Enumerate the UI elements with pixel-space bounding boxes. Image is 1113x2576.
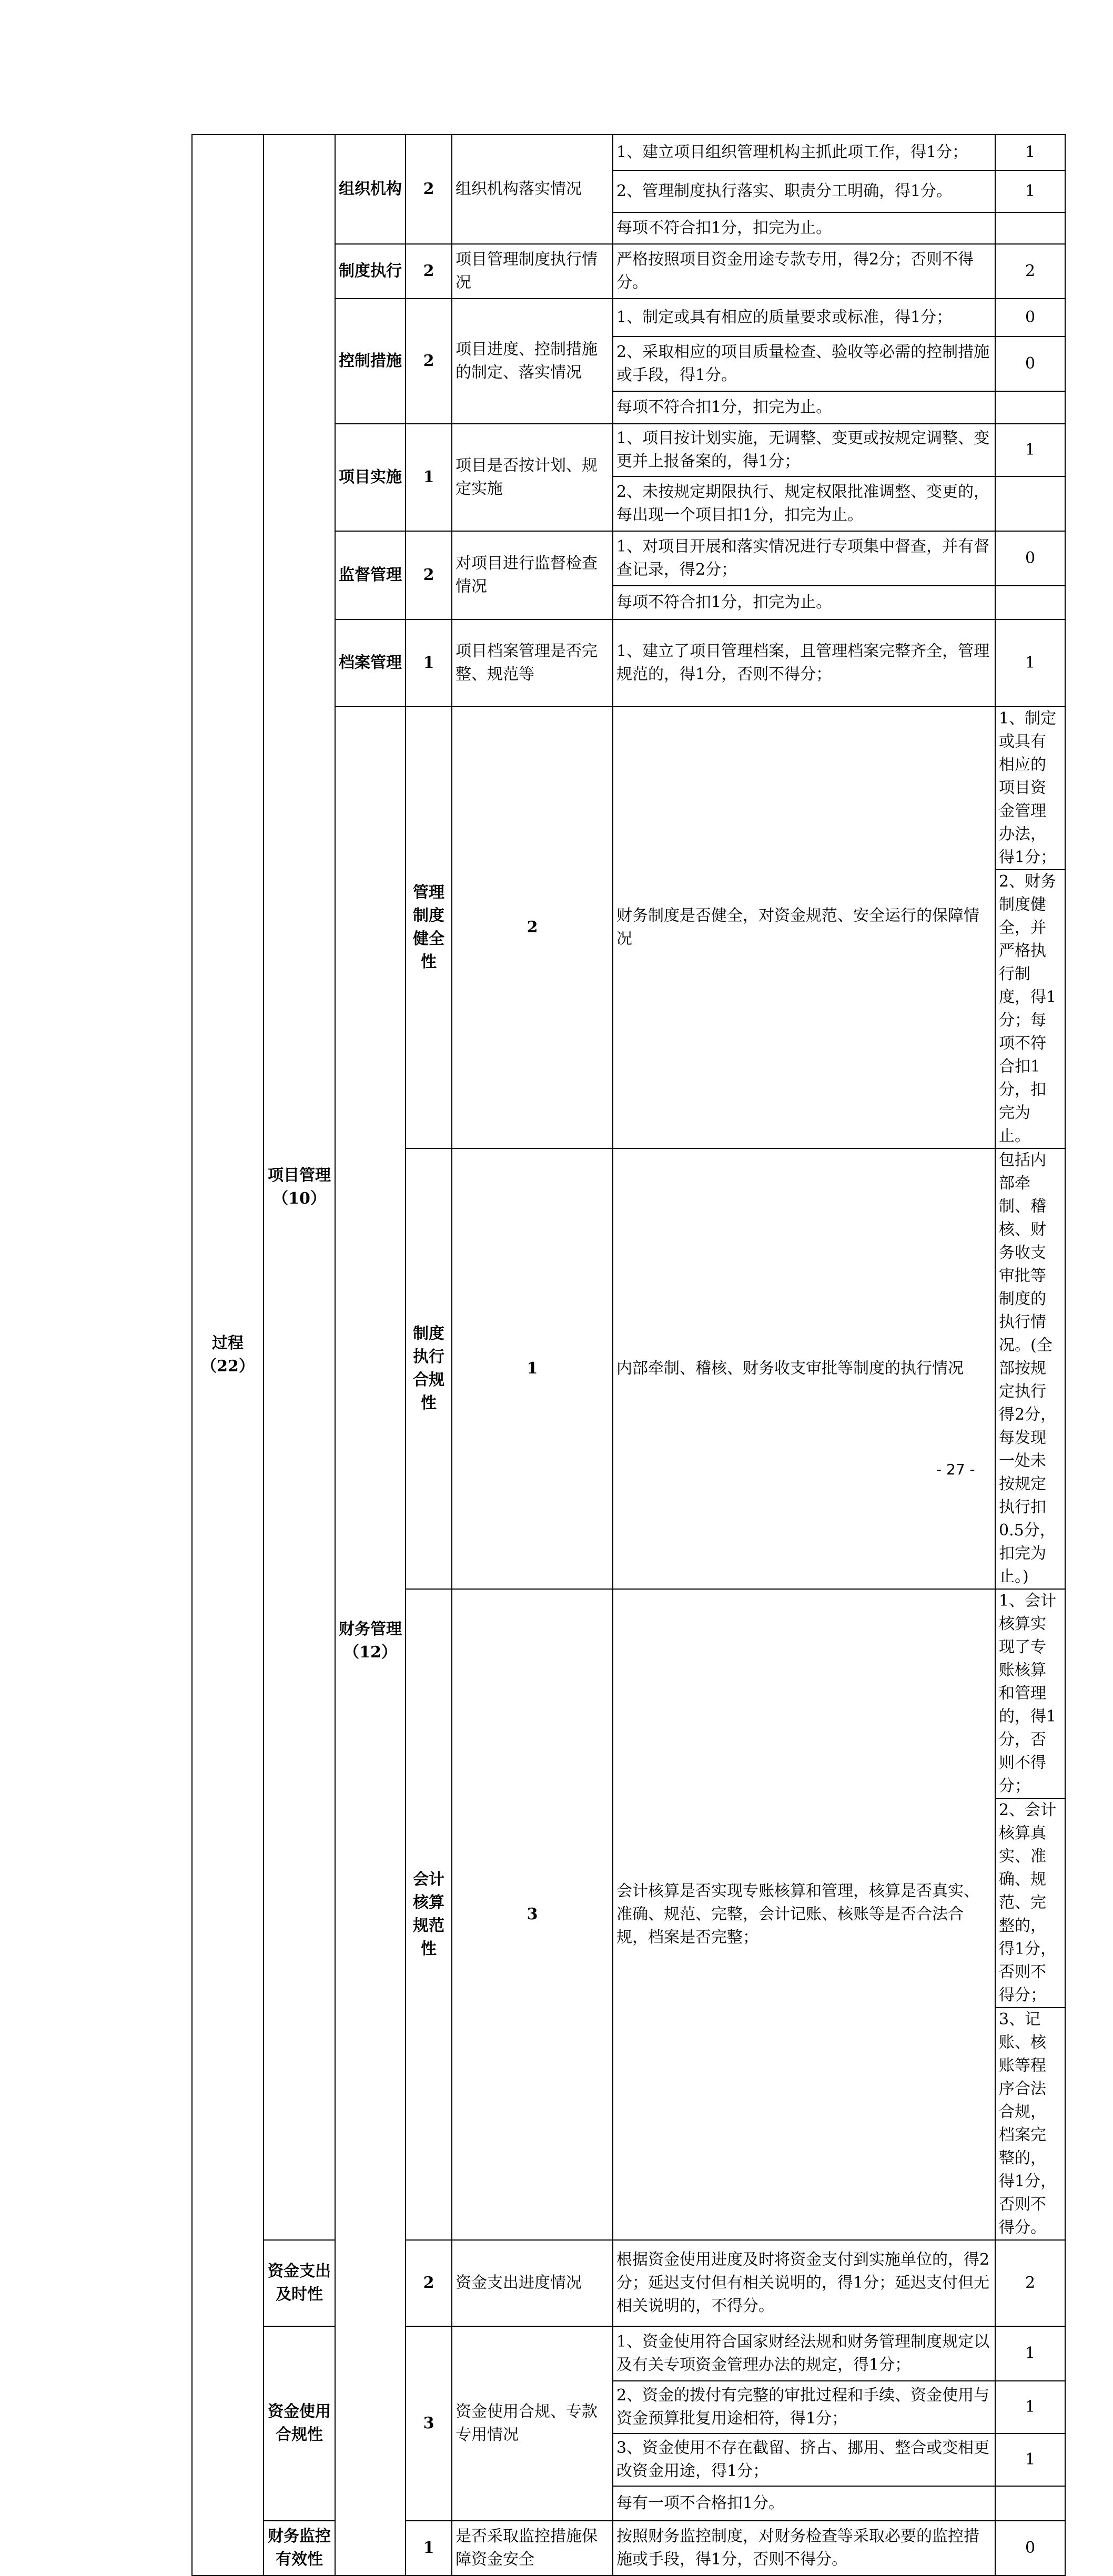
criteria-score: 0 — [995, 2521, 1065, 2575]
criteria-text: 每项不符合扣1分，扣完为止。 — [613, 212, 995, 244]
criteria-score: 2 — [995, 244, 1065, 299]
item-weight: 3 — [452, 1589, 613, 2240]
criteria-text: 2、采取相应的项目质量检查、验收等必需的控制措施或手段，得1分。 — [613, 337, 995, 391]
item-content: 项目进度、控制措施的制定、落实情况 — [452, 299, 613, 424]
table-row — [192, 2521, 1065, 2575]
group-cell-project-management: 项目管理 （10） — [264, 135, 335, 2240]
criteria-text: 1、会计核算实现了专账核算和管理的，得1分，否则不得分； — [995, 1589, 1065, 1798]
item-content: 是否采取监控措施保障资金安全 — [452, 2521, 613, 2575]
criteria-score: 0 — [995, 299, 1065, 337]
item-name: 资金支出及时性 — [264, 2240, 335, 2326]
criteria-text: 1、对项目开展和落实情况进行专项集中督查，并有督查记录，得2分； — [613, 531, 995, 586]
criteria-score: 1 — [995, 2326, 1065, 2381]
criteria-text: 每项不符合扣1分，扣完为止。 — [613, 586, 995, 619]
evaluation-table — [191, 134, 1066, 2576]
item-content: 对项目进行监督检查情况 — [452, 531, 613, 619]
criteria-text: 3、资金使用不存在截留、挤占、挪用、整合或变相更改资金用途，得1分； — [613, 2434, 995, 2486]
criteria-score: 1 — [995, 135, 1065, 170]
criteria-text: 1、制定或具有相应的质量要求或标准，得1分； — [613, 299, 995, 337]
item-weight: 1 — [406, 424, 452, 531]
criteria-score — [995, 476, 1065, 531]
item-name: 档案管理 — [335, 619, 406, 707]
item-name: 资金使用合规性 — [264, 2326, 335, 2521]
item-name: 监督管理 — [335, 531, 406, 619]
criteria-score: 1 — [995, 619, 1065, 707]
criteria-text: 1、建立项目组织管理机构主抓此项工作，得1分； — [613, 135, 995, 170]
criteria-text: 2、财务制度健全，并严格执行制度，得1分；每项不符合扣1分，扣完为止。 — [995, 870, 1065, 1148]
item-content: 组织机构落实情况 — [452, 135, 613, 244]
criteria-score — [995, 212, 1065, 244]
item-content: 财务制度是否健全，对资金规范、安全运行的保障情况 — [613, 707, 995, 1148]
criteria-score: 1 — [995, 2381, 1065, 2434]
table-row — [192, 2326, 1065, 2381]
criteria-text: 2、未按规定期限执行、规定权限批准调整、变更的，每出现一个项目扣1分，扣完为止。 — [613, 476, 995, 531]
criteria-text: 根据资金使用进度及时将资金支付到实施单位的，得2分；延迟支付但有相关说明的，得1分；延迟支付但无相关说明的，不得分。 — [613, 2240, 995, 2326]
criteria-text: 1、建立了项目管理档案，且管理档案完整齐全，管理规范的，得1分，否则不得分； — [613, 619, 995, 707]
criteria-text: 2、管理制度执行落实、职责分工明确，得1分。 — [613, 170, 995, 212]
item-name: 组织机构 — [335, 135, 406, 244]
item-name: 管理制度健全性 — [406, 707, 452, 1148]
item-weight: 1 — [406, 619, 452, 707]
item-name: 控制措施 — [335, 299, 406, 424]
criteria-score — [995, 586, 1065, 619]
item-content: 项目档案管理是否完整、规范等 — [452, 619, 613, 707]
page-number: - 27 - — [936, 1461, 975, 1478]
table-row — [192, 2240, 1065, 2326]
criteria-score: 1 — [995, 170, 1065, 212]
criteria-score: 1 — [995, 424, 1065, 476]
criteria-text: 3、记账、核账等程序合法合规，档案完整的，得1分，否则不得分。 — [995, 2008, 1065, 2240]
item-name: 制度执行 — [335, 244, 406, 299]
criteria-text: 1、资金使用符合国家财经法规和财务管理制度规定以及有关专项资金管理办法的规定，得1分； — [613, 2326, 995, 2381]
criteria-text: 包括内部牵制、稽核、财务收支审批等制度的执行情况。(全部按规定执行得2分，每发现一处未按规定执行扣0.5分，扣完为止。) — [995, 1148, 1065, 1589]
criteria-score: 0 — [995, 531, 1065, 586]
item-weight: 2 — [406, 244, 452, 299]
criteria-score — [995, 391, 1065, 424]
group-cell-finance-management: 财务管理 （12） — [335, 707, 406, 2575]
criteria-text: 每项不符合扣1分，扣完为止。 — [613, 391, 995, 424]
criteria-text: 2、会计核算真实、准确、规范、完整的，得1分，否则不得分； — [995, 1798, 1065, 2008]
item-content: 项目是否按计划、规定实施 — [452, 424, 613, 531]
criteria-score: 1 — [995, 2434, 1065, 2486]
item-weight: 3 — [406, 2326, 452, 2521]
item-content: 项目管理制度执行情况 — [452, 244, 613, 299]
criteria-text: 1、制定或具有相应的项目资金管理办法，得1分； — [995, 707, 1065, 870]
item-weight: 1 — [406, 2521, 452, 2575]
item-weight: 2 — [406, 299, 452, 424]
criteria-text: 严格按照项目资金用途专款专用，得2分；否则不得分。 — [613, 244, 995, 299]
criteria-text: 按照财务监控制度，对财务检查等采取必要的监控措施或手段，得1分，否则不得分。 — [613, 2521, 995, 2575]
criteria-text: 2、资金的拨付有完整的审批过程和手续、资金使用与资金预算批复用途相符，得1分； — [613, 2381, 995, 2434]
item-name: 制度执行合规性 — [406, 1148, 452, 1589]
item-weight: 1 — [452, 1148, 613, 1589]
criteria-score — [995, 2486, 1065, 2521]
criteria-text: 1、项目按计划实施，无调整、变更或按规定调整、变更并上报备案的，得1分； — [613, 424, 995, 476]
item-weight: 2 — [406, 135, 452, 244]
item-weight: 2 — [406, 531, 452, 619]
item-weight: 2 — [406, 2240, 452, 2326]
item-content: 资金支出进度情况 — [452, 2240, 613, 2326]
stage-cell: 过程 （22） — [192, 135, 264, 2575]
table-row — [192, 135, 1065, 170]
item-name: 会计核算规范性 — [406, 1589, 452, 2240]
item-content: 会计核算是否实现专账核算和管理，核算是否真实、准确、规范、完整，会计记账、核账等是否合法合规，档案是否完整； — [613, 1589, 995, 2240]
criteria-score: 2 — [995, 2240, 1065, 2326]
item-name: 财务监控有效性 — [264, 2521, 335, 2575]
item-weight: 2 — [452, 707, 613, 1148]
criteria-text: 每有一项不合格扣1分。 — [613, 2486, 995, 2521]
item-content: 资金使用合规、专款专用情况 — [452, 2326, 613, 2521]
item-content: 内部牵制、稽核、财务收支审批等制度的执行情况 — [613, 1148, 995, 1589]
item-name: 项目实施 — [335, 424, 406, 531]
criteria-score: 0 — [995, 337, 1065, 391]
